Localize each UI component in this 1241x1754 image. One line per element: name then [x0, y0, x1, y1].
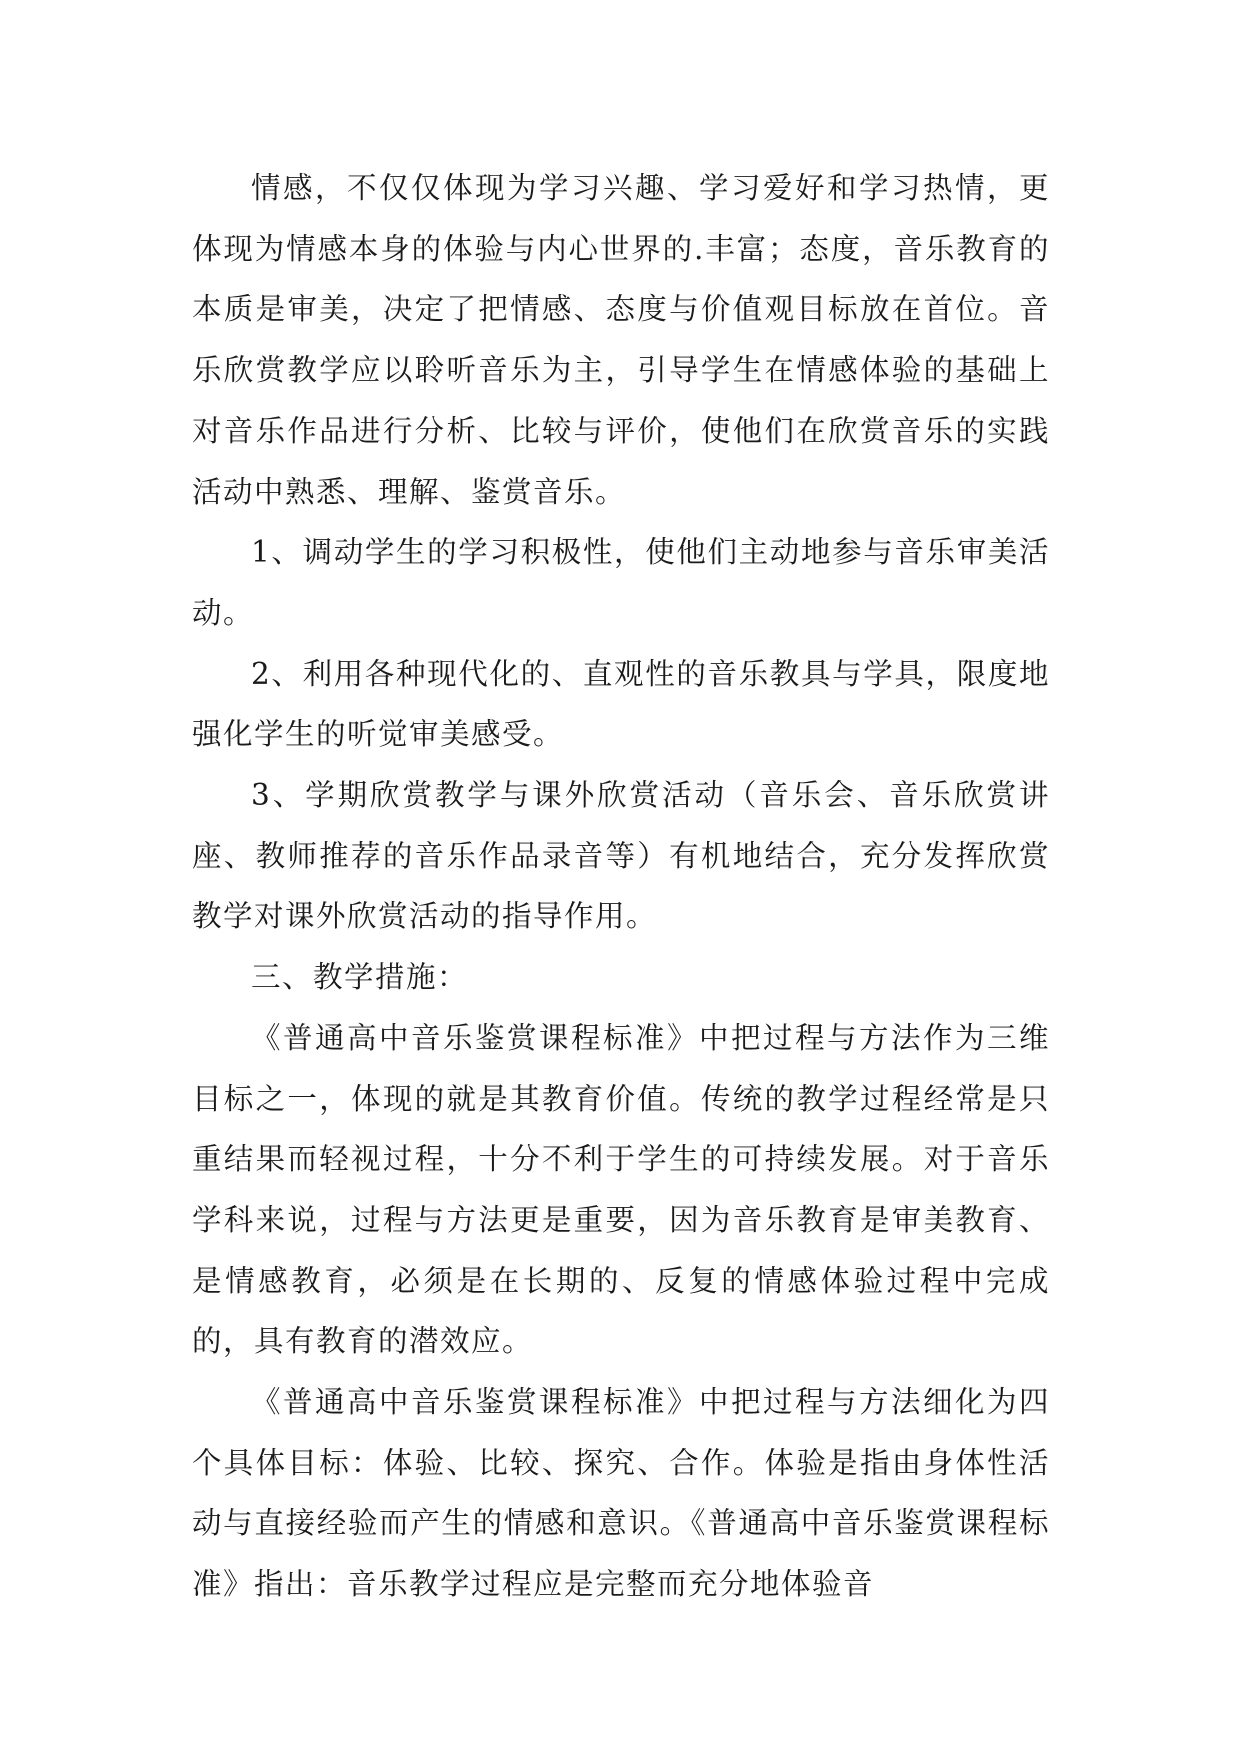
list-item: 1、调动学生的学习积极性，使他们主动地参与音乐审美活动。 [192, 535, 1050, 630]
list-item: 3、学期欣赏教学与课外欣赏活动（音乐会、音乐欣赏讲座、教师推荐的音乐作品录音等）有机地结合，充分发挥欣赏教学对课外欣赏活动的指导作用。 [192, 778, 1050, 934]
document-body [192, 158, 1050, 1615]
paragraph: 《普通高中音乐鉴赏课程标准》中把过程与方法细化为四个具体目标：体验、比较、探究、合作。体验是指由身体性活动与直接经验而产生的情感和意识。《普通高中音乐鉴赏课程标准》指出：音乐教学过程应是完整而充分地体验音 [192, 1385, 1050, 1602]
section-heading: 三、教学措施： [251, 960, 469, 995]
paragraph-intro: 情感，不仅仅体现为学习兴趣、学习爱好和学习热情，更体现为情感本身的体验与内心世界的.丰富；态度，音乐教育的本质是审美，决定了把情感、态度与价值观目标放在首位。音乐欣赏教学应以聆听音乐为主，引导学生在情感体验的基础上对音乐作品进行分析、比较与评价，使他们在欣赏音乐的实践活动中熟悉、理解、鉴赏音乐。 [192, 171, 1050, 509]
list-item: 2、利用各种现代化的、直观性的音乐教具与学具，限度地强化学生的听觉审美感受。 [192, 656, 1050, 752]
paragraph: 《普通高中音乐鉴赏课程标准》中把过程与方法作为三维目标之一，体现的就是其教育价值。传统的教学过程经常是只重结果而轻视过程，十分不利于学生的可持续发展。对于音乐学科来说，过程与方法更是重要，因为音乐教育是审美教育、是情感教育，必须是在长期的、反复的情感体验过程中完成的，具有教育的潜效应。 [192, 1020, 1050, 1359]
